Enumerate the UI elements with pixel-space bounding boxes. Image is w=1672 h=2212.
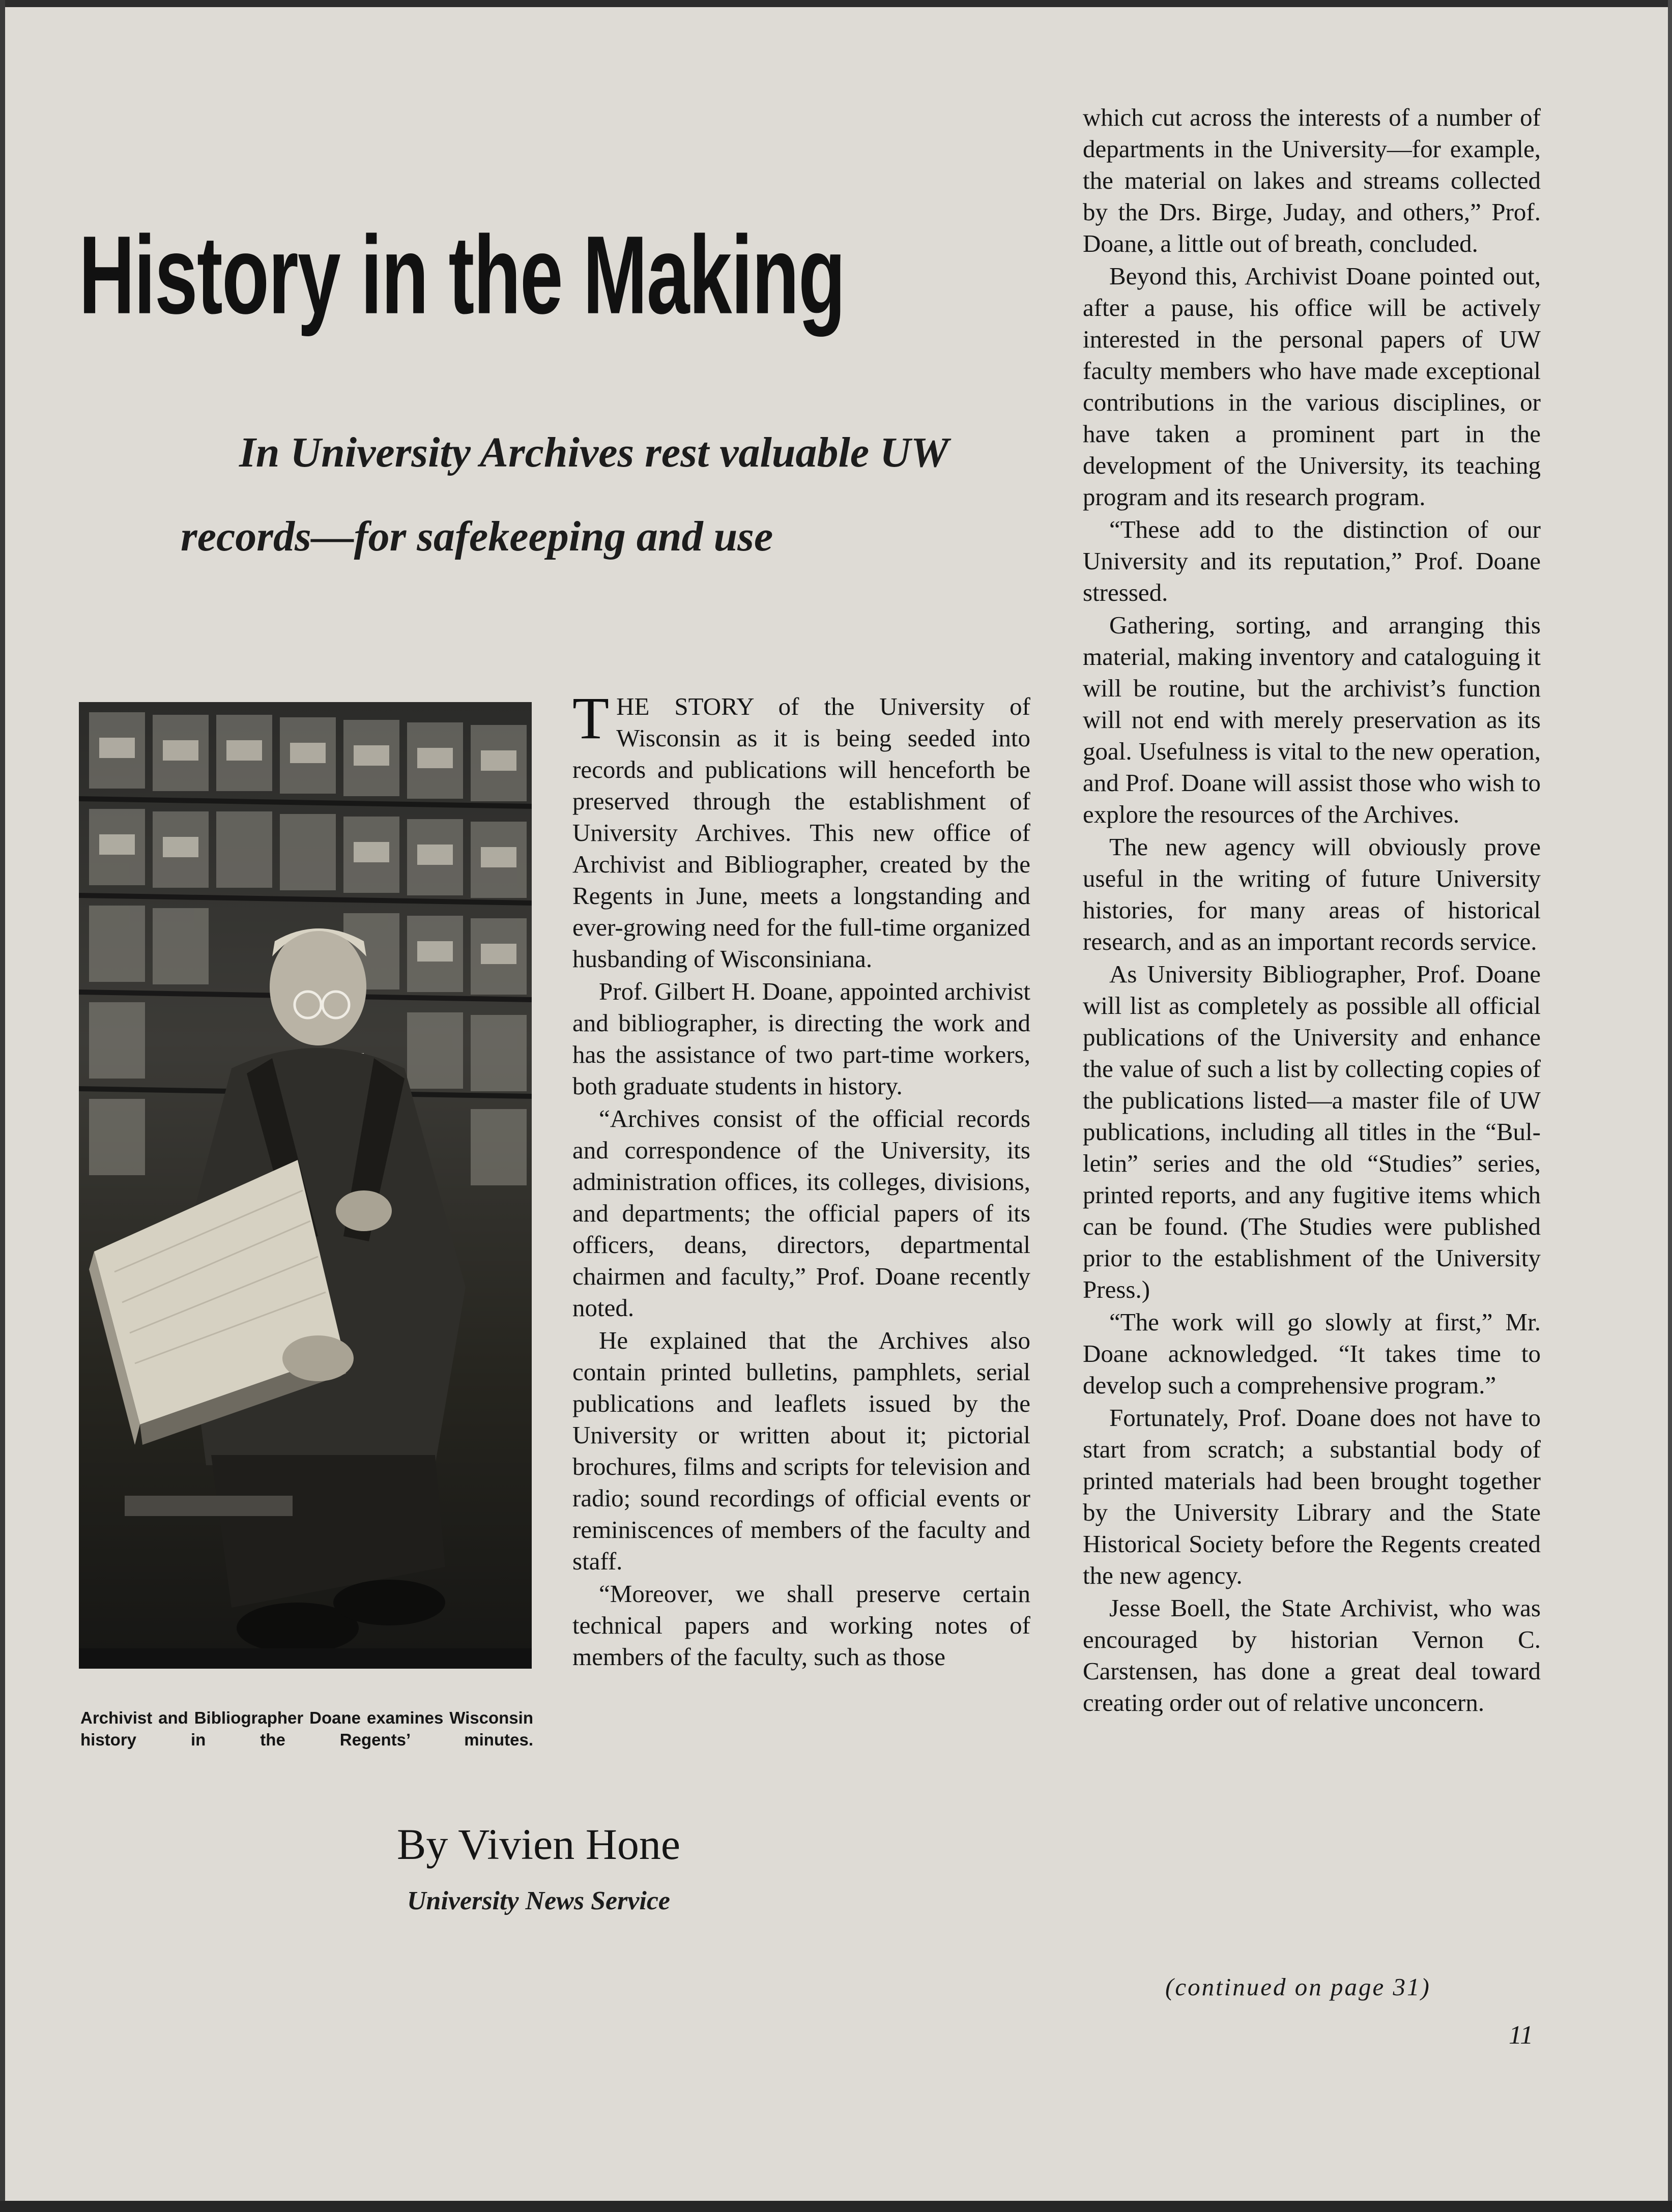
body-paragraph: Jesse Boell, the State Archivist, who was encouraged by historian Vernon C. Carstensen, has done a great deal toward creating order out of relative unconcern. xyxy=(1083,1594,1541,1716)
article-subtitle-line-2: records—for safekeeping and use xyxy=(181,513,773,560)
archivist-photo xyxy=(79,702,532,1669)
page-number: 11 xyxy=(1509,2021,1534,2050)
opening-text: HE STORY of the University of Wisconsin as it is being seeded into records and publications will henceforth be preserved through the establishment of University Archives. This new office of Archivist and Bibliographer, created by the Regents in June, meets a longstanding and ever-growing need for the full-time organized husbanding of Wisconsiniana. xyxy=(572,692,1030,973)
body-paragraph: which cut across the interests of a number of departments in the University—for example, the material on lakes and streams collected by the Drs. Birge, Juday, and others,” Prof. Doane, a little out of breath, concluded. xyxy=(1083,103,1541,257)
scan-edge-bottom xyxy=(0,2201,1672,2212)
body-paragraph: Fortunately, Prof. Doane does not have to start from scratch; a substantial body of printed materials had been brought together by the University Library and the State Historical Society before the Regents created the new agency. xyxy=(1083,1404,1541,1589)
body-column-1 xyxy=(572,685,1030,1673)
scan-edge-top xyxy=(0,0,1672,7)
byline: By Vivien Hone xyxy=(397,1820,680,1869)
scan-edge-right xyxy=(1668,0,1672,2212)
archivist-photo-illustration xyxy=(79,702,532,1669)
body-paragraph xyxy=(572,685,1030,975)
article-subtitle-line-1: In University Archives rest valuable UW xyxy=(239,429,949,476)
body-paragraph: The new agency will obviously prove useful in the writing of future University histories, for many areas of historical research, and as an important records service. xyxy=(1083,833,1541,955)
scan-edge-left xyxy=(0,0,5,2212)
body-paragraph: He explained that the Archives also contain printed bulletins, pamphlets, serial publications and leaflets issued by the University or written about it; pictorial brochures, films and scripts for television and radio; sound recordings of official events or reminiscences of members of the faculty and staff. xyxy=(572,1326,1030,1575)
body-paragraph: “The work will go slowly at first,” Mr. Doane acknowledged. “It takes time to develop such a comprehensive program.” xyxy=(1083,1308,1541,1399)
body-paragraph: Gathering, sorting, and arranging this material, making inventory and cataloguing it will be routine, but the archivist’s function will not end with merely preservation as its goal. Usefulness is vital to the new operation, and Prof. Doane will assist those who wish to explore the resources of the Archives. xyxy=(1083,611,1541,828)
continued-notice: (continued on page 31) xyxy=(1165,1973,1431,2001)
body-paragraph: Prof. Gilbert H. Doane, appointed archivist and bibliographer, is directing the work and has the assistance of two part-time workers, both graduate students in history. xyxy=(572,977,1030,1100)
body-paragraph: Beyond this, Archivist Doane pointed out, after a pause, his office will be actively interested in the personal papers of UW faculty members who have made exceptional contributions in the various disciplines, or have taken a prominent part in the development of the University, its teaching program and its research program. xyxy=(1083,262,1541,511)
body-paragraph: “Moreover, we shall preserve certain technical papers and working notes of members of the faculty, such as those xyxy=(572,1580,1030,1671)
byline-organization: University News Service xyxy=(407,1886,671,1915)
body-paragraph: “Archives consist of the official records and correspondence of the University, its administration offices, its colleges, divisions, and departments; the official papers of its officers, deans, directors, departmental chairmen and faculty,” Prof. Doane recently noted. xyxy=(572,1104,1030,1322)
body-paragraph: “These add to the distinction of our University and its reputation,” Prof. Doane stressed. xyxy=(1083,515,1541,606)
body-column-2 xyxy=(1083,102,1541,1719)
article-title: History in the Making xyxy=(79,213,845,337)
photo-caption: Archivist and Bibliographer Doane examines Wisconsin history in the Regents’ minutes. xyxy=(80,1708,533,1749)
body-paragraph: As University Bibliographer, Prof. Doane will list as completely as possible all official publications of the University and enhance the value of such a list by collecting copies of the publications listed—a master file of UW publications, including all titles in the “Bulletin” series and the old “Studies” series, printed reports, and any fugitive items which can be found. (The Studies were published prior to the establishment of the University Press.) xyxy=(1083,960,1541,1303)
drop-cap: T xyxy=(572,685,610,751)
